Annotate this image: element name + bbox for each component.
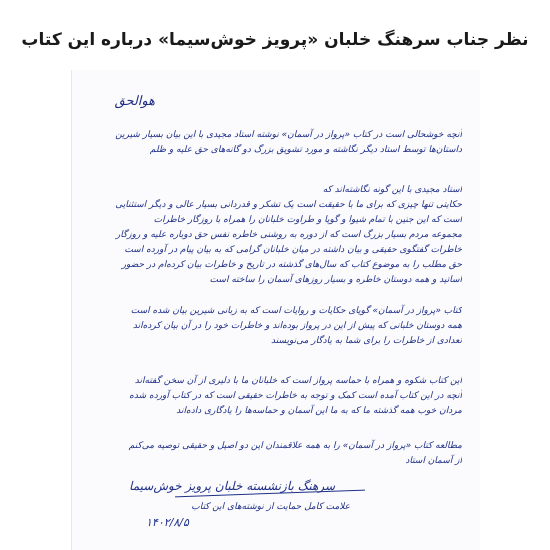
letter-line: از آسمان استاد [405,456,462,466]
letter-date: ۱۴۰۲/۸/۵ [146,516,189,529]
signature-note: علامت کامل حمایت از نوشته‌های این کتاب [191,502,350,512]
letter-line: خاطرات گفتگوی حقیقی و بیان داشته در میان خلبانان گرامی که به بیان پیام در آورده است [124,245,462,255]
letter-line: مردان خوب همه گذشته ما که به ما این آسمان و حماسه‌ها را یادگاری داده‌اند [176,406,462,416]
letter-paragraph-5 [92,439,462,469]
letter-line: این کتاب شکوه و همراه با حماسه پرواز است که خلبانان ما با دلیری از آن سخن گفته‌اند [134,376,462,386]
letter-line: حکایتی تنها چیزی که برای ما با حقیقت است یک تشکر و قدردانی بسیار عالی و دیگر استثنایی [115,200,462,210]
letter-line: آنچه خوشحالی است در کتاب «پرواز در آسمان» نوشته استاد مجیدی با این بیان بسیار شیرین [115,130,462,140]
letter-paragraph-4 [92,374,462,419]
letter-line: حق مطلب را به موضوع کتاب که سال‌های گذشته در تاریخ و خاطرات بیان کرده‌ام در حضور [121,260,462,270]
letter-line: اساتید و همه دوستان خاطره و بسیار روزهای آسمان را ساخته است [209,275,462,285]
letter-paragraph-1 [92,128,462,158]
letter-line: مطالعه کتاب «پرواز در آسمان» را به همه علاقمندان این دو اصیل و حقیقی توصیه می‌کنم [128,441,462,451]
letter-line: استاد مجیدی با این گونه نگاشته‌اند که [322,185,462,195]
letter-line: داستان‌ها توسط استاد دیگر نگاشته و مورد تشویق بزرگ دو گانه‌های حق علیه و ظلم [149,145,462,155]
letter-heading: هوالحق [114,94,155,109]
letter-line: تعدادی از خاطرات را برای شما به یادگار می‌نویسند [270,336,462,346]
letter-line: همه دوستان خلبانی که پیش از این در پرواز بوده‌اند و خاطرات خود را در آن بیان کرده‌اند [132,321,462,331]
document-title: نظر جناب سرهنگ خلبان «پرویز خوش‌سیما» درباره این کتاب [21,30,529,50]
signature: سرهنگ بازنشسته خلبان پرویز خوش‌سیما [129,479,335,493]
letter-line: آنچه در این کتاب آمده است کمک و توجه به خاطرات حقیقی است که در کتاب آورده شده [129,391,462,401]
letter-line: است که این جنین با تمام شیوا و گویا و طراوت خلبانان را همراه با روزگار خاطرات [153,215,462,225]
letter-paragraph-2 [92,183,462,288]
letter-line: مجموعه مردم بسیار بزرگ است که از دوره به روشنی خاطره نفس حق دوباره علیه و روزگار [115,230,462,240]
letter-paragraph-3 [92,304,462,349]
letter-line: کتاب «پرواز در آسمان» گویای حکایات و روایات است که به زبانی شیرین بیان شده است [130,306,462,316]
